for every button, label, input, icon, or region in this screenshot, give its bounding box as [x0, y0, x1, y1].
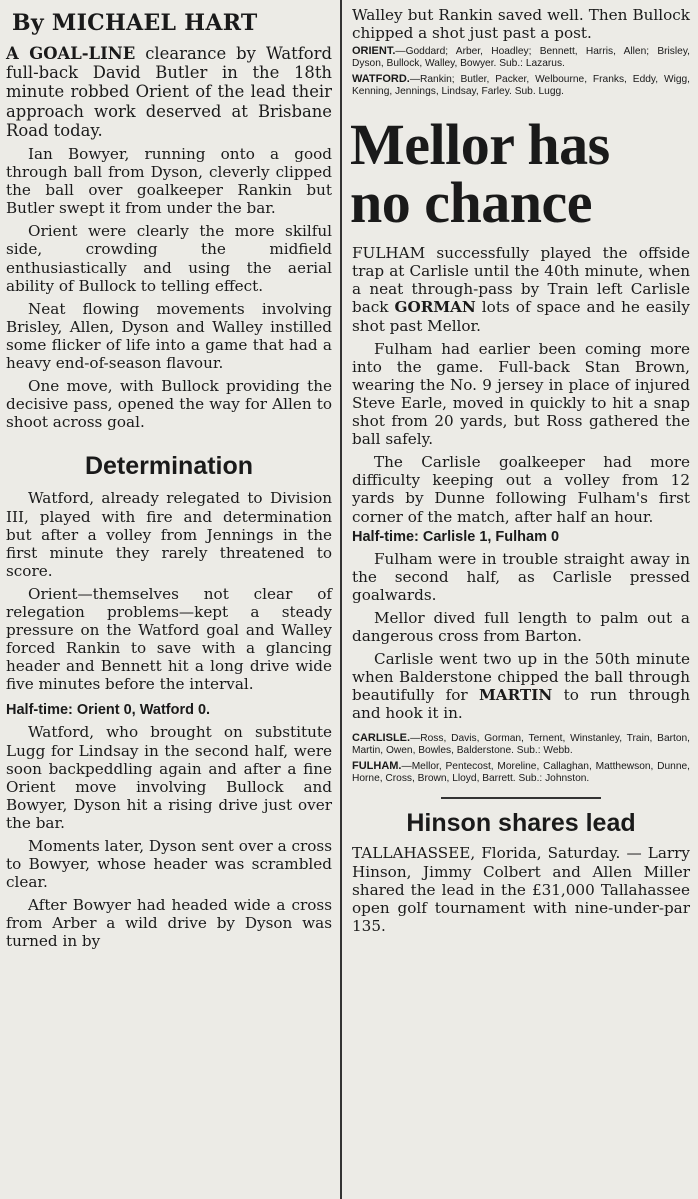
- orient-lineup: ORIENT.—Goddard; Arber, Hoadley; Bennett, Harris, Allen; Brisley, Dyson, Bullock, Walley, Bowyer. Sub.: Lazarus.: [352, 45, 690, 70]
- carlisle-lineup: CARLISLE.—Ross, Davis, Gorman, Ternent, Winstanley, Train, Barton, Martin, Owen, Bowles, Balderstone. Sub.: Webb.: [352, 732, 690, 757]
- body-paragraph: Ian Bowyer, running onto a good through ball from Dyson, cleverly clipped the ball over goalkeeper Rankin but Butler swept it from under the bar.: [6, 145, 332, 218]
- body-paragraph: Orient—themselves not clear of relegation problems—kept a steady pressure on the Watford goal and Walley forced Rankin to save with a glancing header and Bennett hit a long drive wide five minutes before the interval.: [6, 584, 332, 694]
- body-paragraph: Mellor dived full length to palm out a dangerous cross from Barton.: [352, 608, 690, 645]
- team-label: FULHAM.: [352, 760, 402, 773]
- body-paragraph: Fulham were in trouble straight away in the second half, as Carlisle pressed goalwards.: [352, 549, 690, 604]
- golf-headline: Hinson shares lead: [406, 809, 636, 838]
- body-paragraph: Fulham had earlier been coming more into the game. Full-back Stan Brown, wearing the No. 9 jersey in place of injured Steve Earle, moved in quickly to hit a snap shot from 20 yards, but Ross gathered the ball safely.: [352, 339, 690, 449]
- body-paragraph: Moments later, Dyson sent over a cross to Bowyer, whose header was scrambled clear.: [6, 837, 332, 892]
- right-column: [352, 0, 690, 935]
- fulham-lineup: FULHAM.—Mellor, Pentecost, Moreline, Callaghan, Matthewson, Dunne, Horne, Cross, Brown, Lloyd, Barrett. Sub.: Johnston.: [352, 760, 690, 785]
- column-rule: [340, 0, 342, 1199]
- team-label: CARLISLE.: [352, 732, 411, 745]
- lead-cap: A GOAL-LINE: [6, 44, 136, 63]
- team-label: WATFORD.: [352, 73, 410, 86]
- lead-cap: TALLAHASSEE,: [352, 844, 476, 863]
- subheading: Determination: [84, 452, 254, 481]
- halftime-score: Half-time: Orient 0, Watford 0.: [6, 702, 211, 719]
- body-paragraph: Carlisle went two up in the 50th minute when Balderstone chipped the ball through beautifully for MARTIN to run through and hook it in.: [352, 650, 690, 723]
- section-divider: [441, 797, 601, 799]
- golf-paragraph: TALLAHASSEE, Florida, Saturday. — Larry Hinson, Jimmy Colbert and Allen Miller shared the lead in the £31,000 Tallahassee open golf tournament with nine-under-par 135.: [352, 844, 690, 935]
- lead-paragraph: [6, 44, 332, 140]
- halftime-score: Half-time: Carlisle 1, Fulham 0: [352, 528, 560, 545]
- lead-text: clearance by Watford full-back David Butler in the 18th minute robbed Orient of the lead their approach work deserved at Brisbane Road today.: [6, 44, 332, 140]
- lead-cap: FULHAM: [352, 244, 426, 263]
- team-label: ORIENT.: [352, 45, 396, 58]
- body-paragraph: The Carlisle goalkeeper had more difficulty keeping out a volley from 12 yards by Dunne following Fulham's first corner of the match, after half an hour.: [352, 453, 690, 526]
- body-paragraph: After Bowyer had headed wide a cross from Arber a wild drive by Dyson was turned in by: [6, 896, 332, 951]
- orient-watford-column: [6, 0, 332, 951]
- body-paragraph: Neat flowing movements involving Brisley, Allen, Dyson and Walley instilled some flicker of life into a game that had a heavy end-of-season flavour.: [6, 299, 332, 373]
- body-paragraph: One move, with Bullock providing the decisive pass, opened the way for Allen to shoot across goal.: [6, 377, 332, 432]
- headline: Mellor has no chance: [350, 112, 610, 236]
- body-paragraph: Watford, already relegated to Division III, played with fire and determination but after a volley from Jennings in the first minute they rarely threatened to score.: [6, 489, 332, 580]
- body-paragraph: Orient were clearly the more skilful side, crowding the midfield enthusiastically and using the aerial ability of Bullock to telling effect.: [6, 222, 332, 295]
- watford-lineup: WATFORD.—Rankin; Butler, Packer, Welbourne, Franks, Eddy, Wigg, Kenning, Jennings, Lindsay, Farley. Sub. Lugg.: [352, 73, 690, 98]
- continuation-paragraph: Walley but Rankin saved well. Then Bullock chipped a shot just past a post.: [352, 6, 690, 43]
- body-paragraph: Watford, who brought on substitute Lugg for Lindsay in the second half, were soon backpeddling again and after a fine Orient move involving Bullock and Bowyer, Dyson hit a rising drive just over the bar.: [6, 723, 332, 832]
- byline: By MICHAEL HART: [12, 10, 258, 36]
- lead-paragraph: FULHAM successfully played the offside trap at Carlisle until the 40th minute, when a neat through-pass by Train left Carlisle back GORMAN lots of space and he easily shot past Mellor.: [352, 244, 690, 335]
